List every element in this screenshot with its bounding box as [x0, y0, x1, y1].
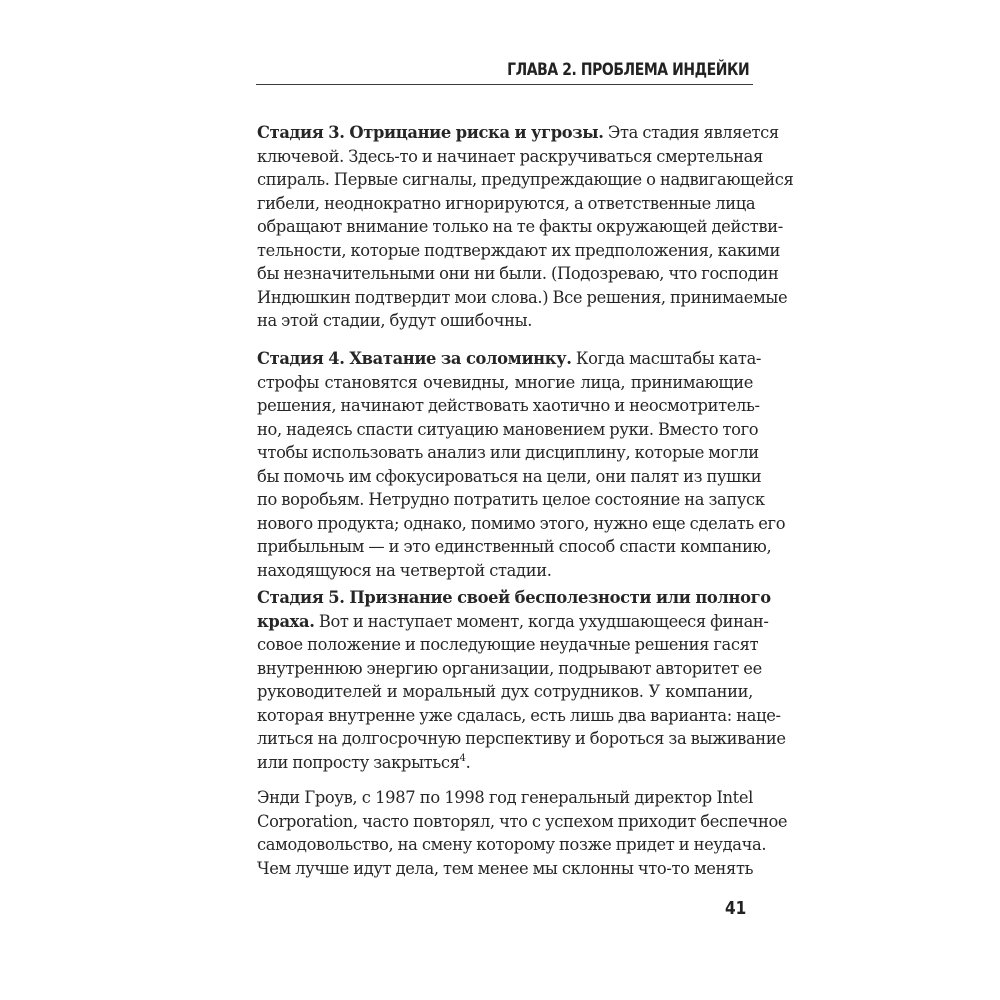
text-line [257, 121, 779, 145]
text-line: чтобы использовать анализ или дисциплину, которые могли [257, 443, 759, 462]
text-line [257, 586, 771, 610]
text-line: которая внутренне уже сдалась, есть лишь два варианта: наце- [257, 705, 781, 725]
stage-heading: Стадия 5. Признание своей бесполезности или полного [257, 588, 771, 607]
text-line: Индюшкин подтвердит мои слова.) Все решения, принимаемые [257, 287, 788, 307]
running-header [256, 58, 753, 85]
text-line [257, 751, 753, 775]
text-line: ключевой. Здесь-то и начинает раскручиваться смертельная [257, 146, 763, 166]
chapter-number: ГЛАВА 2. [506, 60, 577, 80]
line-text: Вот и наступает момент, когда ухудшающееся финан- [314, 611, 769, 631]
text-line: бы помочь им сфокусироваться на цели, они палят из пушки [257, 466, 762, 486]
text-line: находящуюся на четвертой стадии. [257, 560, 552, 580]
stage-heading-continued: краха. [257, 611, 315, 631]
line-tail: . [465, 752, 471, 772]
text-line: нового продукта; однако, помимо этого, нужно еще сделать его [257, 513, 786, 533]
text-line: на этой стадии, будут ошибочны. [257, 311, 533, 330]
text-line: прибыльным — и это единственный способ спасти компанию, [257, 537, 772, 556]
line-text: или попросту закрыться [257, 752, 460, 772]
text-line: но, надеясь спасти ситуацию мановением руки. Вместо того [257, 419, 759, 439]
text-line: по воробьям. Нетрудно потратить целое состояние на запуск [257, 490, 765, 509]
line-text: Эта стадия является [603, 123, 779, 142]
text-line: Corporation, часто повторял, что с успехом приходит беспечное [257, 811, 788, 831]
text-line [257, 610, 769, 634]
paragraph-stage-3 [257, 121, 794, 333]
text-line: Чем лучше идут дела, тем менее мы склонны что-то менять [257, 858, 754, 878]
text-line: руководителей и моральный дух сотрудников. У компании, [257, 682, 753, 701]
footnote-reference: 4 [459, 752, 466, 764]
page-number: 41 [725, 898, 747, 919]
text-line: совое положение и последующие неудачные решения гасят [257, 635, 759, 654]
text-line: гибели, неоднократно игнорируются, а ответственные лица [257, 193, 756, 213]
chapter-title: ПРОБЛЕМА ИНДЕЙКИ [580, 60, 749, 80]
stage-heading: Стадия 3. Отрицание риска и угрозы. [257, 123, 604, 142]
stage-heading: Стадия 4. Хватание за соломинку. [257, 349, 572, 368]
text-line: литься на долгосрочную перспективу и бороться за выживание [257, 729, 786, 748]
text-line: решения, начинают действовать хаотично и неосмотритель- [257, 396, 760, 415]
paragraph-andy-grove [257, 786, 788, 880]
line-text: Когда масштабы ката- [571, 349, 762, 368]
text-line [257, 347, 762, 371]
chapter-header-title [507, 60, 749, 80]
text-line: внутреннюю энергию организации, подрывают авторитет ее [257, 658, 762, 678]
text-line: спираль. Первые сигналы, предупреждающие о надвигающейся [257, 170, 794, 189]
paragraph-stage-5 [257, 586, 786, 774]
text-line: бы незначительными они ни были. (Подозреваю, что господин [257, 264, 779, 283]
text-line: строфы становятся очевидны, многие лица, принимающие [257, 372, 753, 392]
text-line: самодовольство, на смену которому позже придет и неудача. [257, 835, 767, 854]
text-line: Энди Гроув, с 1987 по 1998 год генеральный директор Intel [257, 788, 753, 807]
text-line: тельности, которые подтверждают их предположения, какими [257, 240, 780, 260]
paragraph-stage-4 [257, 347, 786, 582]
text-line: обращают внимание только на те факты окружающей действи- [257, 217, 783, 236]
